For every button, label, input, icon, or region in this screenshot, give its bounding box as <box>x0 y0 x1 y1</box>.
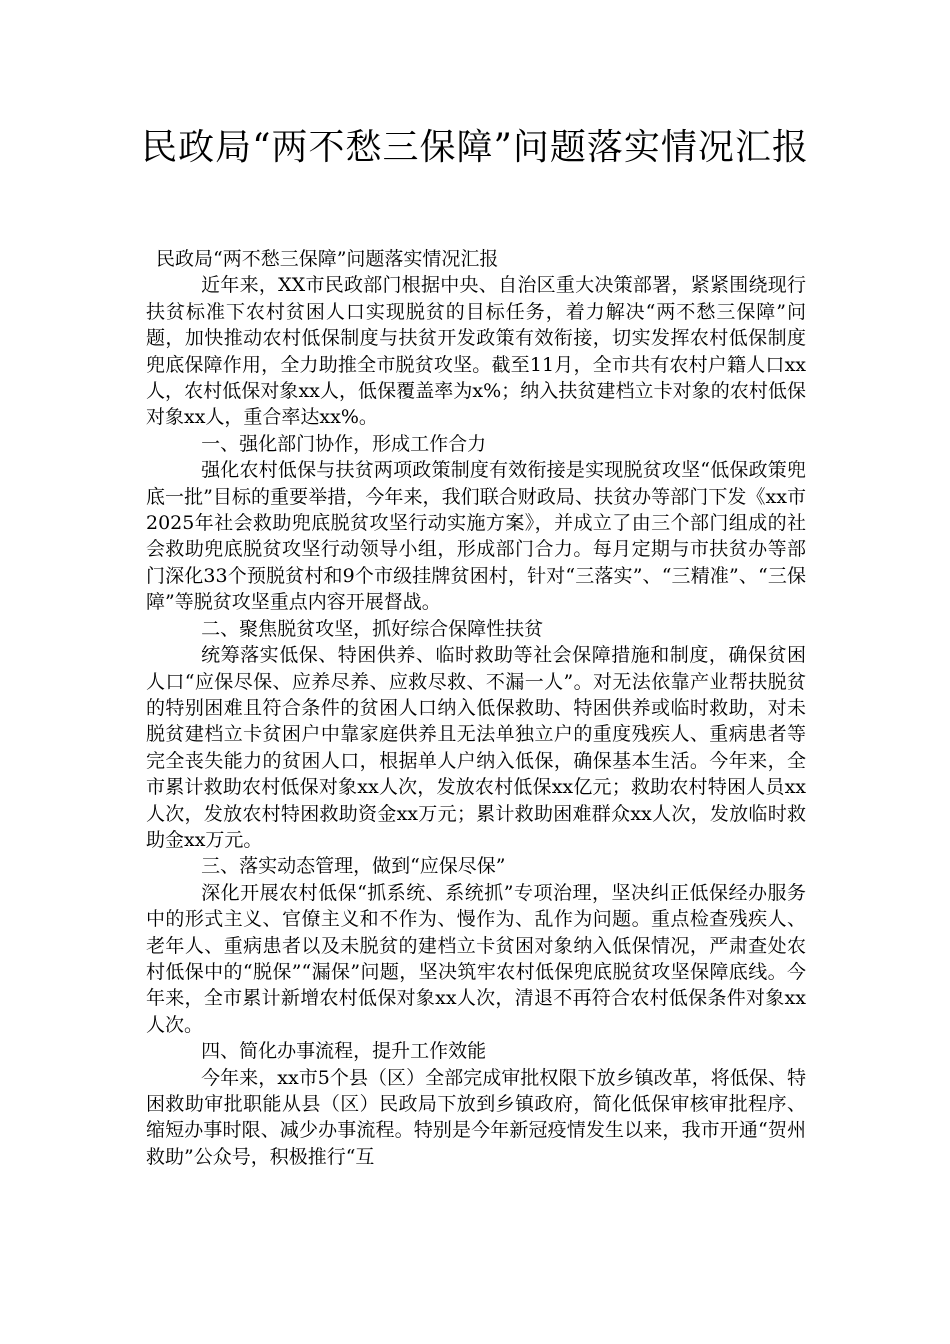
paragraph-section-1: 强化农村低保与扶贫两项政策制度有效衔接是实现脱贫攻坚“低保政策兜底一批”目标的重要举措，今年来，我们联合财政局、扶贫办等部门下发《xx市2025年社会救助兜底脱贫攻坚行动实施方案》，并成立了由三个部门组成的社会救助兜底脱贫攻坚行动领导小组，形成部门合力。每月定期与市扶贫办等部门深化33个预脱贫村和9个市级挂牌贫困村，针对“三落实”、“三精准”、“三保障”等脱贫攻坚重点内容开展督战。 <box>146 459 806 614</box>
paragraph-intro: 近年来，XX市民政部门根据中央、自治区重大决策部署，紧紧围绕现行扶贫标准下农村贫困人口实现脱贫的目标任务，着力解决“两不愁三保障”问题，加快推动农村低保制度与扶贫开发政策有效衔接，切实发挥农村低保制度兜底保障作用，全力助推全市脱贫攻坚。截至11月，全市共有农村户籍人口xx人，农村低保对象xx人，低保覆盖率为x%；纳入扶贫建档立卡对象的农村低保对象xx人，重合率达xx%。 <box>146 274 806 429</box>
document-subtitle: 民政局“两不愁三保障”问题落实情况汇报 <box>156 248 499 270</box>
document-body <box>146 246 806 1170</box>
section-heading-4: 四、简化办事流程，提升工作效能 <box>201 1040 487 1063</box>
section-heading-1: 一、强化部门协作，形成工作合力 <box>201 432 487 455</box>
paragraph-section-3: 深化开展农村低保“抓系统、系统抓”专项治理，坚决纠正低保经办服务中的形式主义、官僚主义和不作为、慢作为、乱作为问题。重点检查残疾人、老年人、重病患者以及未脱贫的建档立卡贫困对象纳入低保情况，严肃查处农村低保中的“脱保”“漏保”问题，坚决筑牢农村低保兜底脱贫攻坚保障底线。今年来，全市累计新增农村低保对象xx人次，清退不再符合农村低保条件对象xx人次。 <box>146 881 806 1036</box>
document-title: 民政局“两不愁三保障”问题落实情况汇报 <box>141 127 809 168</box>
section-heading-2: 二、聚焦脱贫攻坚，抓好综合保障性扶贫 <box>201 617 544 640</box>
paragraph-section-2: 统筹落实低保、特困供养、临时救助等社会保障措施和制度，确保贫困人口“应保尽保、应养尽养、应救尽救、不漏一人”。对无法依靠产业帮扶脱贫的特别困难且符合条件的贫困人口纳入低保救助、特困供养或临时救助，对未脱贫建档立卡贫困户中靠家庭供养且无法单独立户的重度残疾人、重病患者等完全丧失能力的贫困人口，根据单人户纳入低保，确保基本生活。今年来，全市累计救助农村低保对象xx人次，发放农村低保xx亿元；救助农村特困人员xx人次，发放农村特困救助资金xx万元；累计救助困难群众xx人次，发放临时救助金xx万元。 <box>146 644 806 851</box>
paragraph-section-4: 今年来，xx市5个县（区）全部完成审批权限下放乡镇改革，将低保、特困救助审批职能从县（区）民政局下放到乡镇政府，简化低保审核审批程序、缩短办事时限、减少办事流程。特别是今年新冠疫情发生以来，我市开通“贺州救助”公众号，积极推行“互 <box>146 1066 806 1168</box>
section-heading-3: 三、落实动态管理，做到“应保尽保” <box>201 855 506 878</box>
